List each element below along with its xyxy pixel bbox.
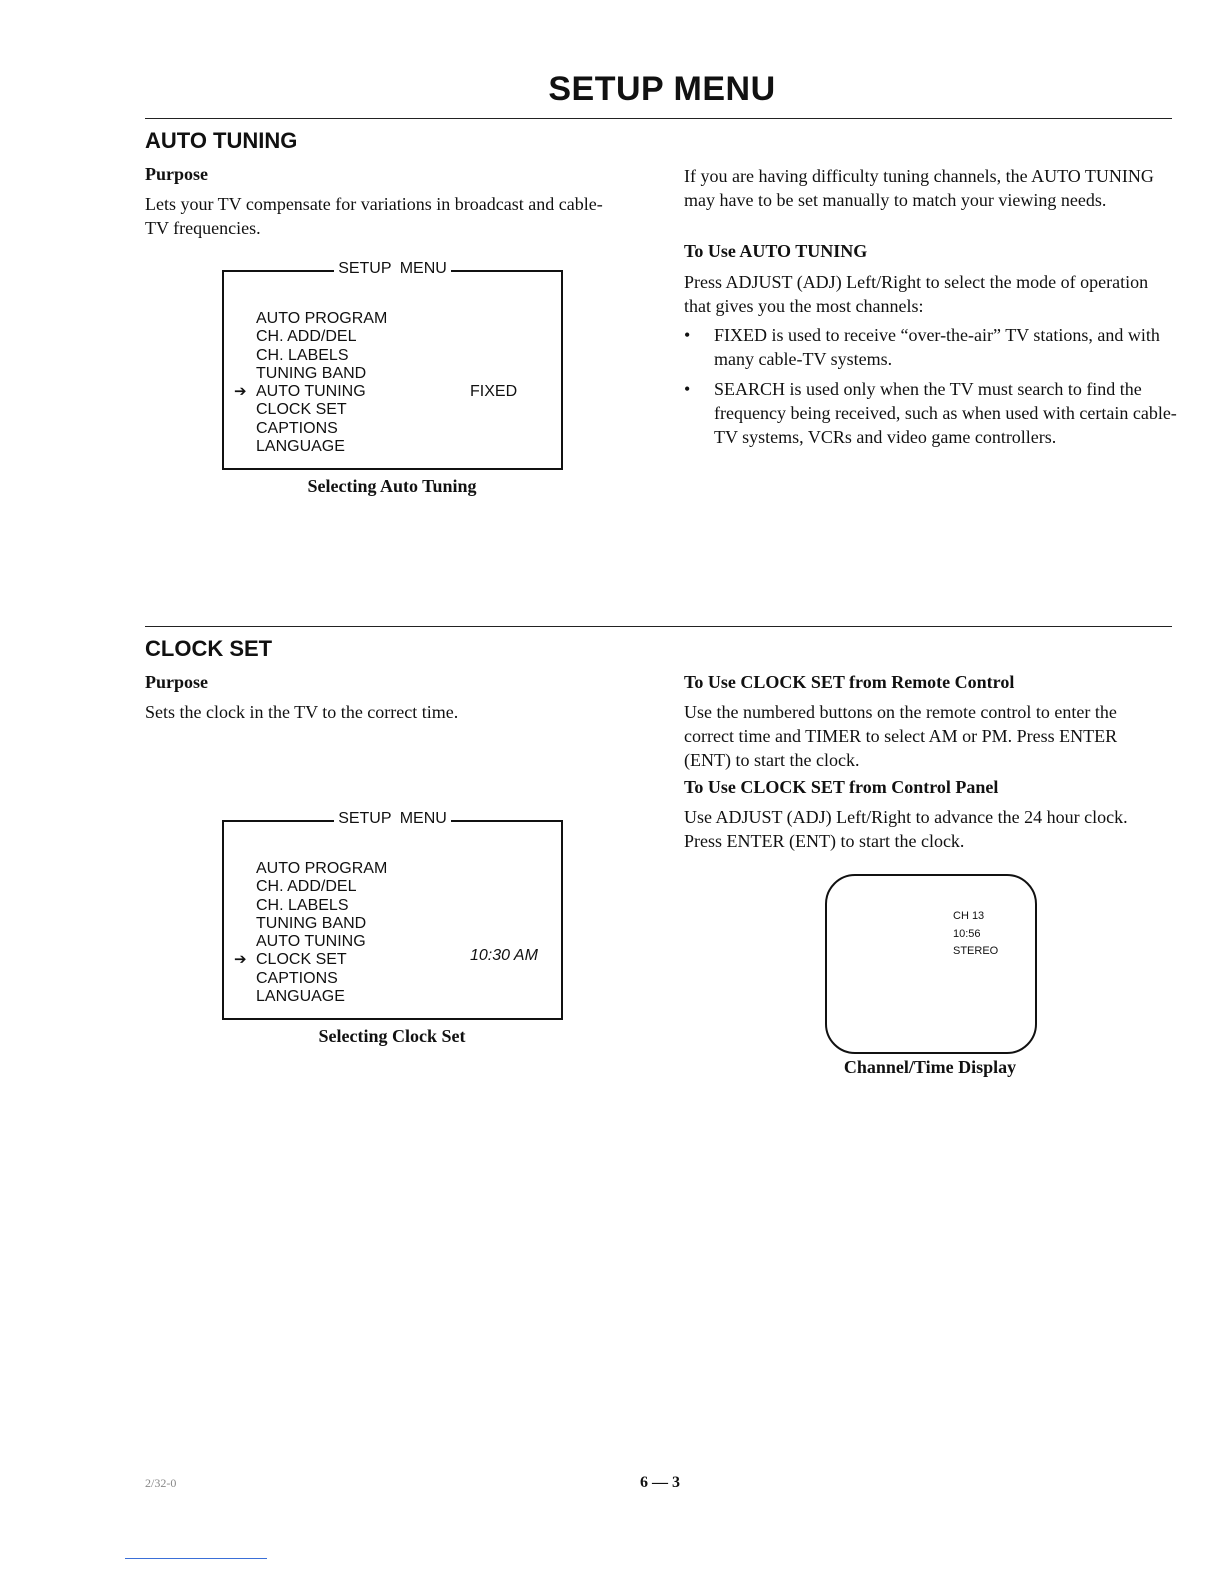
menu-item: CH. LABELS — [256, 896, 349, 914]
menu-item-selected: ➔ CLOCK SET — [234, 951, 347, 969]
menu-selected-value: 10:30 AM — [470, 947, 538, 964]
menu-header — [224, 260, 561, 278]
menu-header-text: SETUP MENU — [334, 810, 451, 827]
clock-set-panel-text: Use ADJUST (ADJ) Left/Right to advance the 24 hour clock. Press ENTER (ENT) to start the clock. — [684, 807, 1128, 851]
tv-audio: STEREO — [953, 945, 999, 957]
title-rule — [145, 118, 1172, 119]
list-item: • FIXED is used to receive “over-the-air” TV stations, and with many cable-TV systems. — [684, 323, 1180, 371]
menu-item: CAPTIONS — [256, 969, 338, 987]
menu-item: AUTO PROGRAM — [256, 860, 388, 877]
menu-selected-value: FIXED — [470, 383, 518, 400]
tv-screen — [825, 874, 1037, 1054]
auto-tuning-purpose-label: Purpose — [145, 164, 208, 184]
auto-tuning-caption: Selecting Auto Tuning — [307, 476, 477, 496]
menu-item: CAPTIONS — [256, 419, 338, 437]
footer-code: 2/32-0 — [145, 1476, 177, 1490]
menu-header-text: SETUP MENU — [334, 260, 451, 277]
clock-set-menu-box — [222, 810, 563, 1020]
menu-item: AUTO TUNING — [256, 933, 366, 951]
arrow-right-icon: ➔ — [234, 383, 247, 401]
section-rule — [145, 626, 1172, 627]
menu-item: LANGUAGE — [256, 988, 345, 1006]
clock-set-panel-heading: To Use CLOCK SET from Control Panel — [684, 777, 999, 797]
menu-header — [224, 810, 561, 828]
menu-item-selected: ➔ AUTO TUNING — [234, 383, 366, 401]
menu-list — [234, 310, 388, 456]
menu-item: CLOCK SET — [256, 401, 347, 419]
footer-link-line — [125, 1558, 267, 1559]
tv-caption: Channel/Time Display — [843, 1057, 1017, 1077]
menu-item: CH. ADD/DEL — [256, 878, 357, 896]
arrow-right-icon: ➔ — [234, 951, 247, 969]
auto-tuning-bullets — [684, 323, 1180, 455]
auto-tuning-use-text: Press ADJUST (ADJ) Left/Right to select the mode of operation that gives you the most channels: — [684, 272, 1149, 316]
menu-list — [234, 860, 388, 1006]
auto-tuning-menu-box — [222, 260, 563, 470]
page-title: SETUP MENU — [548, 70, 776, 108]
auto-tuning-purpose-text: Lets your TV compensate for variations in broadcast and cable-TV frequencies. — [145, 194, 603, 238]
clock-set-purpose-text: Sets the clock in the TV to the correct time. — [145, 702, 459, 722]
auto-tuning-use-heading: To Use AUTO TUNING — [684, 241, 868, 261]
page-number: 6 — 3 — [640, 1474, 680, 1491]
menu-item: CH. ADD/DEL — [256, 328, 357, 346]
clock-set-remote-heading: To Use CLOCK SET from Remote Control — [684, 672, 1015, 692]
tv-channel: CH 13 — [953, 910, 985, 922]
menu-item: CH. LABELS — [256, 346, 349, 364]
menu-item: TUNING BAND — [256, 914, 367, 932]
list-item: • SEARCH is used only when the TV must search to find the frequency being received, such as when used with certain cable-TV systems, VCRs and video game controllers. — [684, 377, 1180, 449]
menu-item: TUNING BAND — [256, 364, 367, 382]
menu-item: AUTO PROGRAM — [256, 310, 388, 327]
clock-set-remote-text: Use the numbered buttons on the remote control to enter the correct time and TIMER to select AM or PM. Press ENTER (ENT) to start the clock. — [684, 702, 1118, 770]
clock-set-caption: Selecting Clock Set — [318, 1026, 466, 1046]
clock-set-heading: CLOCK SET — [145, 636, 273, 661]
tv-osd — [953, 908, 998, 961]
menu-item: LANGUAGE — [256, 438, 345, 456]
clock-set-purpose-label: Purpose — [145, 672, 208, 692]
auto-tuning-intro: If you are having difficulty tuning channels, the AUTO TUNING may have to be set manually to match your viewing needs. — [684, 166, 1154, 210]
tv-time: 10:56 — [953, 927, 981, 940]
auto-tuning-heading: AUTO TUNING — [145, 128, 298, 153]
